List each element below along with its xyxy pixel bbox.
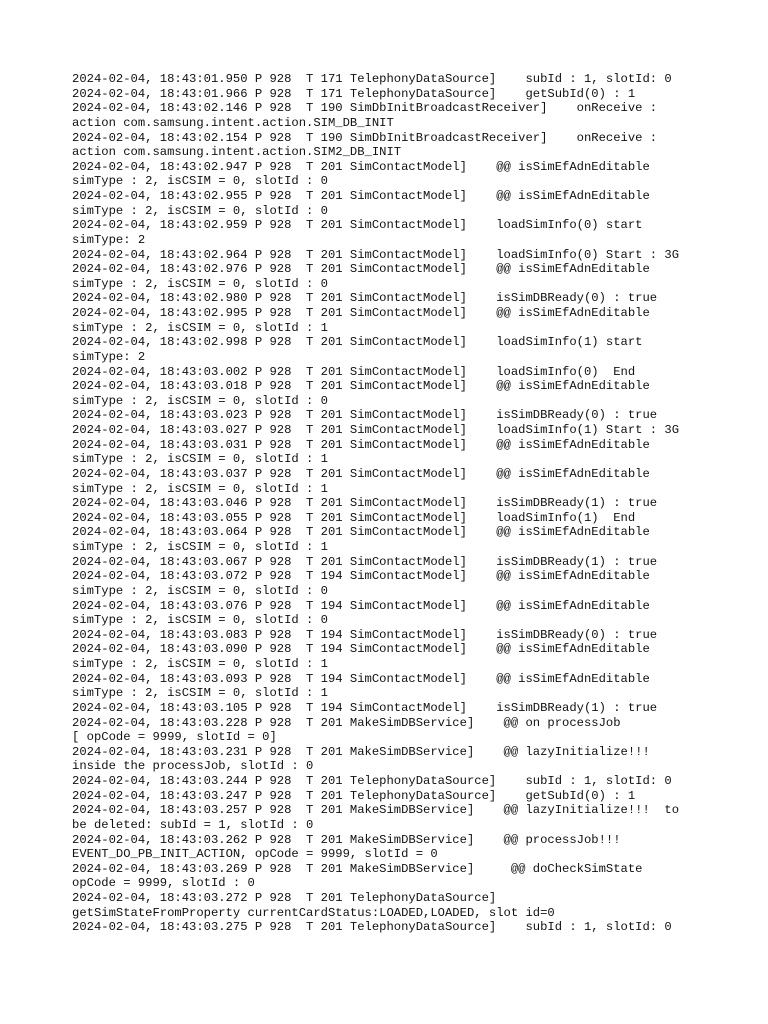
log-line: simType : 2, isCSIM = 0, slotId : 0: [72, 276, 328, 291]
log-line: action com.samsung.intent.action.SIM2_DB_INIT: [72, 145, 402, 160]
log-line: 2024-02-04, 18:43:03.275 P 928 T 201 TelephonyDataSource] subId : 1, slotId: 0: [72, 920, 672, 935]
log-line: EVENT_DO_PB_INIT_ACTION, opCode = 9999, slotId = 0: [72, 847, 438, 862]
log-document: [72, 72, 712, 935]
log-line: 2024-02-04, 18:43:03.090 P 928 T 194 SimContactModel] @@ isSimEfAdnEditable: [72, 642, 650, 657]
log-line: simType : 2, isCSIM = 0, slotId : 1: [72, 481, 328, 496]
log-line: 2024-02-04, 18:43:03.231 P 928 T 201 MakeSimDBService] @@ lazyInitialize!!!: [72, 744, 650, 759]
log-line: 2024-02-04, 18:43:03.018 P 928 T 201 SimContactModel] @@ isSimEfAdnEditable: [72, 379, 650, 394]
log-line: simType : 2, isCSIM = 0, slotId : 0: [72, 203, 328, 218]
log-line: 2024-02-04, 18:43:03.272 P 928 T 201 TelephonyDataSource]: [72, 891, 497, 905]
log-line: 2024-02-04, 18:43:03.055 P 928 T 201 SimContactModel] loadSimInfo(1) End: [72, 510, 636, 525]
log-line: simType : 2, isCSIM = 0, slotId : 0: [72, 174, 328, 189]
log-line: 2024-02-04, 18:43:03.257 P 928 T 201 MakeSimDBService] @@ lazyInitialize!!! to: [72, 803, 680, 818]
log-line: 2024-02-04, 18:43:02.146 P 928 T 190 SimDbInitBroadcastReceiver] onReceive :: [72, 101, 658, 116]
log-line: 2024-02-04, 18:43:03.228 P 928 T 201 MakeSimDBService] @@ on processJob: [72, 715, 621, 730]
log-line: 2024-02-04, 18:43:03.031 P 928 T 201 SimContactModel] @@ isSimEfAdnEditable: [72, 437, 650, 452]
log-line: simType : 2, isCSIM = 0, slotId : 1: [72, 657, 328, 671]
log-line: simType: 2: [72, 232, 146, 247]
log-line: 2024-02-04, 18:43:03.064 P 928 T 201 SimContactModel] @@ isSimEfAdnEditable: [72, 525, 650, 540]
log-line: 2024-02-04, 18:43:02.947 P 928 T 201 SimContactModel] @@ isSimEfAdnEditable: [72, 159, 650, 174]
log-line: 2024-02-04, 18:43:03.072 P 928 T 194 SimContactModel] @@ isSimEfAdnEditable: [72, 569, 650, 584]
log-line: simType: 2: [72, 349, 146, 364]
log-line: 2024-02-04, 18:43:02.980 P 928 T 201 SimContactModel] isSimDBReady(0) : true: [72, 291, 658, 306]
log-line: simType : 2, isCSIM = 0, slotId : 0: [72, 583, 328, 598]
log-line: 2024-02-04, 18:43:03.244 P 928 T 201 TelephonyDataSource] subId : 1, slotId: 0: [72, 774, 672, 788]
log-line: opCode = 9999, slotId : 0: [72, 876, 255, 891]
log-line: 2024-02-04, 18:43:02.154 P 928 T 190 SimDbInitBroadcastReceiver] onReceive :: [72, 130, 658, 145]
log-line: 2024-02-04, 18:43:03.076 P 928 T 194 SimContactModel] @@ isSimEfAdnEditable: [72, 598, 650, 613]
log-line: simType : 2, isCSIM = 0, slotId : 1: [72, 320, 328, 335]
log-line: action com.samsung.intent.action.SIM_DB_INIT: [72, 115, 394, 130]
log-line: 2024-02-04, 18:43:02.964 P 928 T 201 SimContactModel] loadSimInfo(0) Start : 3G: [72, 247, 680, 262]
log-line: 2024-02-04, 18:43:03.247 P 928 T 201 TelephonyDataSource] getSubId(0) : 1: [72, 788, 636, 803]
log-line: getSimStateFromProperty currentCardStatus:LOADED,LOADED, slot id=0: [72, 905, 555, 920]
log-line: 2024-02-04, 18:43:03.046 P 928 T 201 SimContactModel] isSimDBReady(1) : true: [72, 496, 658, 511]
log-line: inside the processJob, slotId : 0: [72, 759, 314, 774]
log-line: 2024-02-04, 18:43:03.083 P 928 T 194 SimContactModel] isSimDBReady(0) : true: [72, 627, 658, 642]
log-line: 2024-02-04, 18:43:03.067 P 928 T 201 SimContactModel] isSimDBReady(1) : true: [72, 554, 658, 569]
log-line: 2024-02-04, 18:43:03.093 P 928 T 194 SimContactModel] @@ isSimEfAdnEditable: [72, 671, 650, 686]
log-line: 2024-02-04, 18:43:03.269 P 928 T 201 MakeSimDBService] @@ doCheckSimState: [72, 861, 643, 876]
log-line: simType : 2, isCSIM = 0, slotId : 0: [72, 613, 328, 628]
log-line: 2024-02-04, 18:43:02.976 P 928 T 201 SimContactModel] @@ isSimEfAdnEditable: [72, 262, 650, 277]
log-line: 2024-02-04, 18:43:03.027 P 928 T 201 SimContactModel] loadSimInfo(1) Start : 3G: [72, 423, 680, 437]
log-line: 2024-02-04, 18:43:03.023 P 928 T 201 SimContactModel] isSimDBReady(0) : true: [72, 408, 658, 423]
log-line: 2024-02-04, 18:43:03.105 P 928 T 194 SimContactModel] isSimDBReady(1) : true: [72, 700, 658, 715]
log-line: 2024-02-04, 18:43:02.998 P 928 T 201 SimContactModel] loadSimInfo(1) start: [72, 335, 643, 350]
log-line: 2024-02-04, 18:43:01.966 P 928 T 171 TelephonyDataSource] getSubId(0) : 1: [72, 86, 636, 101]
log-line: 2024-02-04, 18:43:02.995 P 928 T 201 SimContactModel] @@ isSimEfAdnEditable: [72, 306, 650, 320]
log-line: 2024-02-04, 18:43:02.955 P 928 T 201 SimContactModel] @@ isSimEfAdnEditable: [72, 189, 650, 203]
log-line: simType : 2, isCSIM = 0, slotId : 1: [72, 452, 328, 467]
log-line: simType : 2, isCSIM = 0, slotId : 1: [72, 540, 328, 554]
log-line: simType : 2, isCSIM = 0, slotId : 1: [72, 686, 328, 701]
log-line: simType : 2, isCSIM = 0, slotId : 0: [72, 393, 328, 408]
log-line: 2024-02-04, 18:43:03.002 P 928 T 201 SimContactModel] loadSimInfo(0) End: [72, 364, 636, 379]
log-line: 2024-02-04, 18:43:01.950 P 928 T 171 TelephonyDataSource] subId : 1, slotId: 0: [72, 72, 672, 86]
log-line: 2024-02-04, 18:43:02.959 P 928 T 201 SimContactModel] loadSimInfo(0) start: [72, 218, 643, 233]
log-line: 2024-02-04, 18:43:03.037 P 928 T 201 SimContactModel] @@ isSimEfAdnEditable: [72, 466, 650, 481]
log-line: be deleted: subId = 1, slotId : 0: [72, 817, 314, 832]
log-line: [ opCode = 9999, slotId = 0]: [72, 730, 277, 745]
log-line: 2024-02-04, 18:43:03.262 P 928 T 201 MakeSimDBService] @@ processJob!!!: [72, 832, 621, 847]
